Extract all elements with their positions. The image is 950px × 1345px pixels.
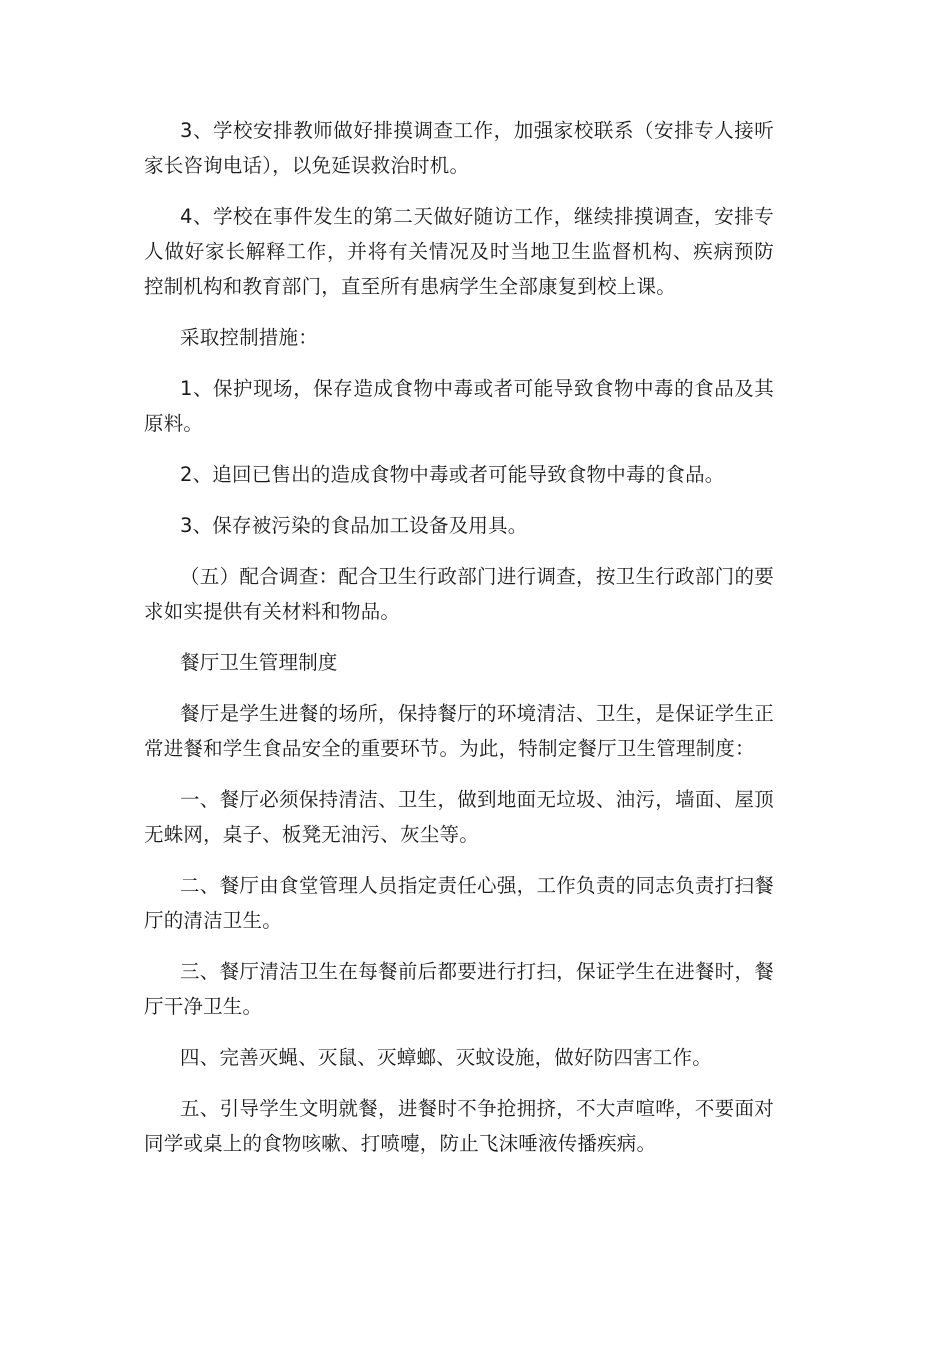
paragraph-measure-1: 1、保护现场，保存造成食物中毒或者可能导致食物中毒的食品及其原料。 — [144, 377, 774, 435]
paragraph-rule-1: 一、餐厅必须保持清洁、卫生，做到地面无垃圾、油污，墙面、屋顶无蛛网，桌子、板凳无油污、灰尘等。 — [144, 788, 774, 846]
document-body — [144, 113, 774, 1177]
paragraph-section-5-cooperate: （五）配合调查：配合卫生行政部门进行调查，按卫生行政部门的要求如实提供有关材料和物品。 — [144, 565, 774, 623]
paragraph-measure-2: 2、追回已售出的造成食物中毒或者可能导致食物中毒的食品。 — [180, 463, 725, 486]
paragraph-rule-3: 三、餐厅清洁卫生在每餐前后都要进行打扫，保证学生在进餐时，餐厅干净卫生。 — [144, 960, 774, 1018]
paragraph-canteen-intro: 餐厅是学生进餐的场所，保持餐厅的环境清洁、卫生，是保证学生正常进餐和学生食品安全的重要环节。为此，特制定餐厅卫生管理制度： — [144, 702, 774, 760]
paragraph-rule-2: 二、餐厅由食堂管理人员指定责任心强，工作负责的同志负责打扫餐厅的清洁卫生。 — [144, 874, 774, 932]
paragraph-measure-3: 3、保存被污染的食品加工设备及用具。 — [180, 514, 528, 537]
paragraph-control-measures-heading: 采取控制措施： — [180, 326, 318, 349]
section-title-canteen-hygiene: 餐厅卫生管理制度 — [180, 651, 338, 674]
paragraph-rule-4: 四、完善灭蝇、灭鼠、灭蟑螂、灭蚊设施，做好防四害工作。 — [180, 1046, 712, 1069]
paragraph-item-3-investigation: 3、学校安排教师做好排摸调查工作，加强家校联系（安排专人接听家长咨询电话），以免延误救治时机。 — [144, 119, 774, 177]
paragraph-item-4-follow-up: 4、学校在事件发生的第二天做好随访工作，继续排摸调查，安排专人做好家长解释工作，并将有关情况及时当地卫生监督机构、疾病预防控制机构和教育部门，直至所有患病学生全部康复到校上课。 — [144, 205, 774, 298]
paragraph-rule-5: 五、引导学生文明就餐，进餐时不争抢拥挤，不大声喧哗，不要面对同学或桌上的食物咳嗽、打喷嚏，防止飞沫唾液传播疾病。 — [144, 1097, 774, 1155]
